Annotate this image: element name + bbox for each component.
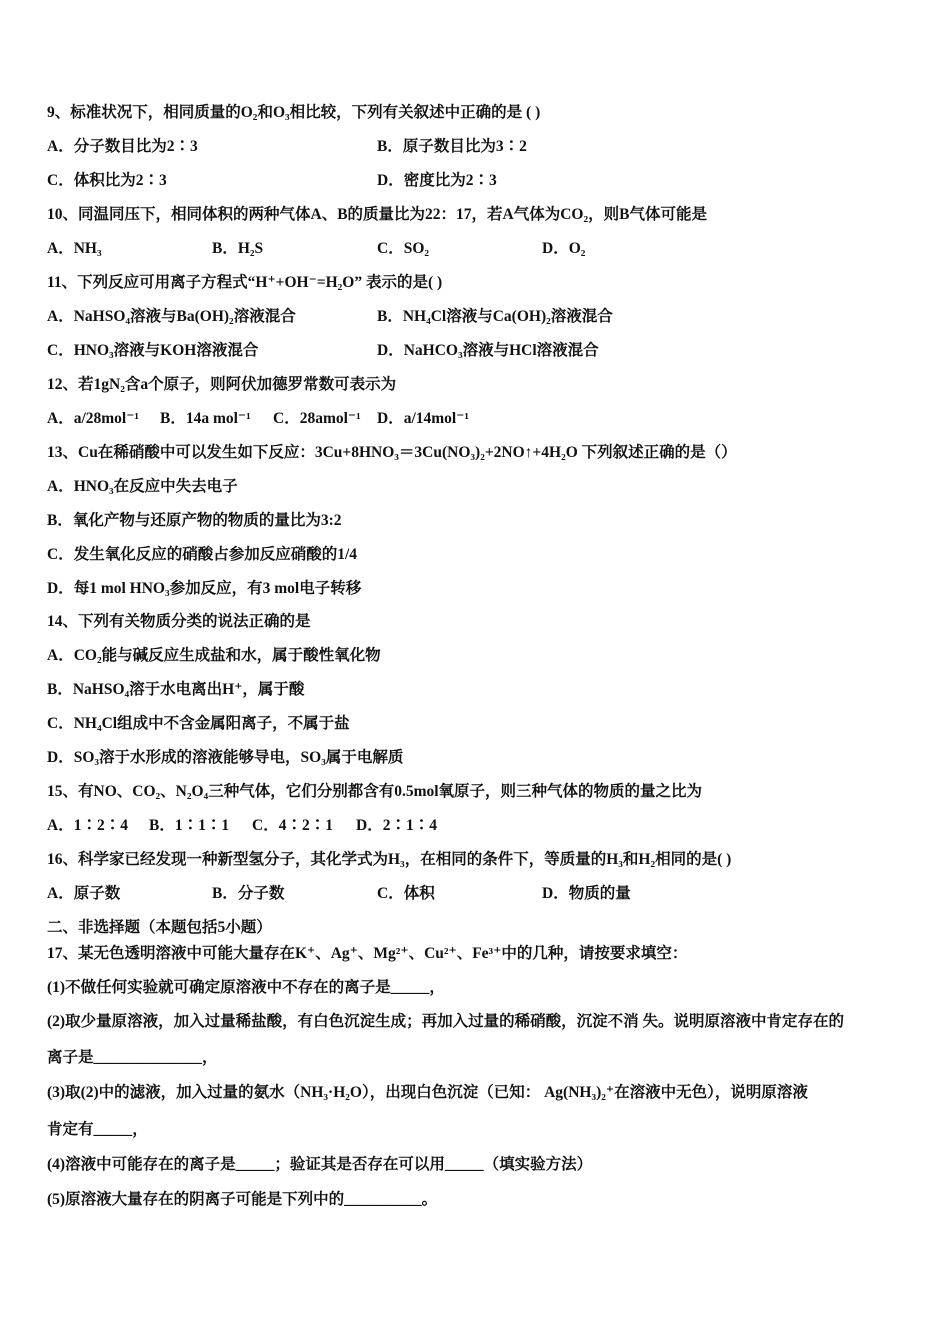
option-c: C．NH₄Cl组成中不含金属阳离子，不属于盐 (47, 715, 350, 732)
option-a: A．NaHSO₄溶液与Ba(OH)₂溶液混合 (47, 308, 296, 325)
option-b: B．NH₄Cl溶液与Ca(OH)₂溶液混合 (377, 308, 613, 325)
question-9-stem: 9、标准状况下，相同质量的O₂和O₃相比较，下列有关叙述中正确的是 ( ) (47, 104, 541, 121)
question-10-stem: 10、同温同压下，相同体积的两种气体A、B的质量比为22：17，若A气体为CO₂，则B气体可能是 (47, 206, 707, 223)
option-d: D．物质的量 (542, 885, 631, 902)
question-17-part-4: (4)溶液中可能存在的离子是_____；验证其是否存在可以用_____（填实验方法） (47, 1156, 593, 1173)
option-b: B．H₂S (212, 240, 264, 257)
option-b: B．原子数目比为3∶2 (377, 138, 527, 155)
option-c: C．SO₂ (377, 240, 430, 257)
option-d: D．NaHCO₃溶液与HCl溶液混合 (377, 342, 599, 359)
section-heading: 二、非选择题（本题包括5小题） (47, 919, 272, 936)
question-17-part-2: (2)取少量原溶液，加入过量稀盐酸，有白色沉淀生成；再加入过量的稀硝酸，沉淀不消 失。说明原溶液中肯定存在的 (47, 1013, 844, 1030)
option-c: C．28amol⁻¹ (273, 410, 361, 427)
option-c: C．发生氧化反应的硝酸占参加反应硝酸的1/4 (47, 546, 358, 563)
option-d: D．a/14mol⁻¹ (377, 410, 470, 427)
question-17-stem: 17、某无色透明溶液中可能大量存在K⁺、Ag⁺、Mg²⁺、Cu²⁺、Fe³⁺中的几种，请按要求填空： (47, 945, 688, 962)
question-12-stem: 12、若1gN₂含a个原子，则阿伏加德罗常数可表示为 (47, 376, 397, 393)
option-d: D．每1 mol HNO₃参加反应，有3 mol电子转移 (47, 580, 362, 597)
option-a: A．a/28mol⁻¹ (47, 410, 140, 427)
question-17-part-5: (5)原溶液大量存在的阴离子可能是下列中的__________。 (47, 1191, 438, 1208)
question-15-stem: 15、有NO、CO₂、N₂O₄三种气体，它们分别都含有0.5mol氧原子，则三种气体的物质的量之比为 (47, 783, 703, 800)
option-a: A．HNO₃在反应中失去电子 (47, 478, 238, 495)
option-b: B．NaHSO₄溶于水电离出H⁺，属于酸 (47, 681, 305, 698)
option-c: C．4∶2∶1 (252, 817, 333, 834)
option-b: B．14a mol⁻¹ (160, 410, 251, 427)
option-a: A．NH₃ (47, 240, 102, 257)
option-c: C．体积比为2∶3 (47, 172, 167, 189)
option-d: D．O₂ (542, 240, 586, 257)
question-11-stem: 11、下列反应可用离子方程式“H⁺+OH⁻=H₂O” 表示的是( ) (47, 274, 443, 291)
question-13-stem: 13、Cu在稀硝酸中可以发生如下反应：3Cu+8HNO₃＝3Cu(NO₃)₂+2NO↑+4H₂O 下列叙述正确的是（） (47, 444, 737, 461)
option-a: A．原子数 (47, 885, 121, 902)
question-17-part-3-cont: 肯定有_____， (47, 1121, 148, 1138)
option-c: C．体积 (377, 885, 435, 902)
option-d: D．密度比为2∶3 (377, 172, 497, 189)
option-d: D．2∶1∶4 (356, 817, 437, 834)
option-b: B．氧化产物与还原产物的物质的量比为3:2 (47, 512, 342, 529)
question-17-part-2-cont: 离子是______________， (47, 1049, 218, 1066)
option-a: A．CO₂能与碱反应生成盐和水，属于酸性氧化物 (47, 647, 381, 664)
option-b: B．1∶1∶1 (149, 817, 230, 834)
option-b: B．分子数 (212, 885, 285, 902)
question-16-stem: 16、科学家已经发现一种新型氢分子，其化学式为H₃，在相同的条件下，等质量的H₃和H₂相同的是( ) (47, 851, 732, 868)
option-a: A．分子数目比为2∶3 (47, 138, 198, 155)
option-a: A．1∶2∶4 (47, 817, 128, 834)
question-17-part-3: (3)取(2)中的滤液，加入过量的氨水（NH₃·H₂O），出现白色沉淀（已知： Ag(NH₃)₂⁺在溶液中无色），说明原溶液 (47, 1084, 808, 1101)
option-d: D．SO₃溶于水形成的溶液能够导电，SO₃属于电解质 (47, 749, 404, 766)
question-14-stem: 14、下列有关物质分类的说法正确的是 (47, 613, 311, 630)
option-c: C．HNO₃溶液与KOH溶液混合 (47, 342, 259, 359)
question-17-part-1: (1)不做任何实验就可确定原溶液中不存在的离子是_____， (47, 979, 445, 996)
